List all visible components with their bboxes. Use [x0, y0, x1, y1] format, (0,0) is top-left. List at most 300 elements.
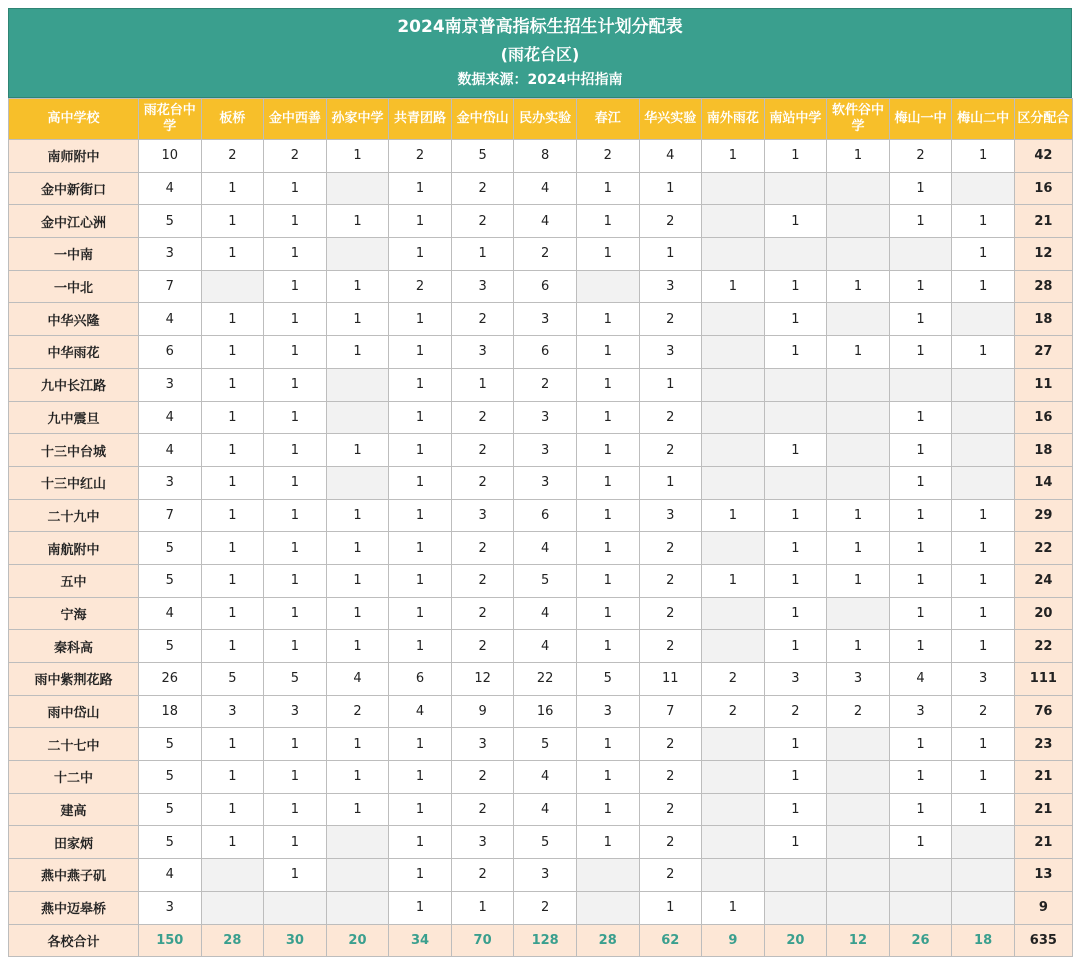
quota-cell: 2 — [639, 761, 702, 794]
header-column: 梅山一中 — [889, 99, 952, 140]
table-row — [9, 761, 1073, 794]
quota-cell: 1 — [264, 434, 327, 467]
quota-cell: 3 — [451, 728, 514, 761]
quota-cell: 1 — [952, 140, 1015, 173]
quota-cell: 7 — [639, 695, 702, 728]
table-row — [9, 401, 1073, 434]
quota-cell: 1 — [639, 891, 702, 924]
school-name: 五中 — [9, 564, 139, 597]
total-cell: 9 — [1014, 891, 1072, 924]
quota-cell: 1 — [889, 499, 952, 532]
quota-cell: 4 — [889, 663, 952, 696]
quota-cell: 1 — [576, 630, 639, 663]
quota-cell: 1 — [201, 368, 264, 401]
quota-cell: 1 — [201, 499, 264, 532]
table-row — [9, 891, 1073, 924]
school-name: 九中长江路 — [9, 368, 139, 401]
header-column: 华兴实验 — [639, 99, 702, 140]
quota-cell: 3 — [139, 466, 202, 499]
quota-cell: 1 — [702, 564, 765, 597]
total-cell: 23 — [1014, 728, 1072, 761]
quota-cell: 1 — [326, 630, 389, 663]
quota-cell: 1 — [764, 761, 827, 794]
quota-cell: 1 — [201, 205, 264, 238]
quota-cell: 1 — [264, 303, 327, 336]
quota-cell: 1 — [264, 270, 327, 303]
quota-cell: 34 — [389, 924, 452, 956]
quota-cell: 6 — [514, 336, 577, 369]
quota-cell: 1 — [952, 597, 1015, 630]
quota-cell: 2 — [264, 140, 327, 173]
quota-cell: 1 — [264, 238, 327, 271]
quota-cell: 1 — [702, 140, 765, 173]
quota-cell: 4 — [139, 401, 202, 434]
quota-cell: 1 — [576, 466, 639, 499]
quota-cell: 1 — [764, 205, 827, 238]
table-row — [9, 140, 1073, 173]
quota-cell: 4 — [514, 630, 577, 663]
table-row — [9, 205, 1073, 238]
quota-cell — [576, 859, 639, 892]
quota-cell: 4 — [514, 597, 577, 630]
quota-cell: 1 — [702, 499, 765, 532]
quota-cell: 3 — [139, 891, 202, 924]
quota-cell: 2 — [326, 695, 389, 728]
quota-cell: 1 — [576, 826, 639, 859]
quota-cell: 1 — [952, 630, 1015, 663]
quota-cell: 1 — [576, 172, 639, 205]
quota-cell — [952, 466, 1015, 499]
quota-cell: 1 — [326, 434, 389, 467]
quota-cell — [952, 859, 1015, 892]
school-name: 南师附中 — [9, 140, 139, 173]
quota-cell: 1 — [576, 761, 639, 794]
quota-cell: 2 — [451, 532, 514, 565]
quota-cell: 1 — [264, 826, 327, 859]
total-cell: 12 — [1014, 238, 1072, 271]
quota-cell: 2 — [451, 205, 514, 238]
quota-cell: 9 — [451, 695, 514, 728]
quota-cell — [702, 532, 765, 565]
quota-cell: 1 — [264, 728, 327, 761]
quota-cell: 70 — [451, 924, 514, 956]
school-name: 一中北 — [9, 270, 139, 303]
quota-cell: 5 — [514, 826, 577, 859]
header-column: 金中岱山 — [451, 99, 514, 140]
quota-cell: 2 — [702, 695, 765, 728]
total-cell: 21 — [1014, 205, 1072, 238]
quota-cell — [952, 401, 1015, 434]
quota-cell: 20 — [764, 924, 827, 956]
table-row — [9, 172, 1073, 205]
quota-cell: 1 — [889, 434, 952, 467]
title-banner — [8, 8, 1072, 98]
quota-cell: 5 — [139, 761, 202, 794]
quota-cell: 1 — [201, 793, 264, 826]
header-column: 春江 — [576, 99, 639, 140]
quota-cell: 1 — [389, 859, 452, 892]
quota-cell — [827, 205, 890, 238]
quota-cell: 2 — [827, 695, 890, 728]
quota-cell: 1 — [952, 336, 1015, 369]
quota-cell — [201, 891, 264, 924]
table-row — [9, 859, 1073, 892]
quota-cell: 5 — [451, 140, 514, 173]
school-name: 雨中紫荆花路 — [9, 663, 139, 696]
quota-cell: 1 — [827, 564, 890, 597]
quota-cell: 1 — [576, 434, 639, 467]
quota-cell — [326, 238, 389, 271]
quota-cell: 1 — [451, 891, 514, 924]
quota-cell — [952, 826, 1015, 859]
quota-cell: 1 — [576, 238, 639, 271]
total-cell: 27 — [1014, 336, 1072, 369]
quota-cell: 3 — [514, 859, 577, 892]
school-name: 金中新街口 — [9, 172, 139, 205]
quota-cell: 1 — [201, 630, 264, 663]
quota-cell: 2 — [639, 728, 702, 761]
quota-cell: 1 — [952, 761, 1015, 794]
quota-cell: 1 — [889, 728, 952, 761]
quota-cell — [827, 859, 890, 892]
quota-cell: 2 — [639, 303, 702, 336]
quota-cell: 4 — [514, 793, 577, 826]
quota-cell — [827, 793, 890, 826]
quota-cell — [326, 891, 389, 924]
quota-cell: 1 — [827, 140, 890, 173]
quota-cell: 1 — [764, 597, 827, 630]
quota-cell: 2 — [639, 434, 702, 467]
quota-cell — [764, 466, 827, 499]
total-cell: 24 — [1014, 564, 1072, 597]
quota-cell: 1 — [264, 793, 327, 826]
header-column: 南站中学 — [764, 99, 827, 140]
quota-cell: 1 — [326, 303, 389, 336]
quota-cell: 5 — [139, 793, 202, 826]
quota-cell: 4 — [389, 695, 452, 728]
quota-cell: 7 — [139, 499, 202, 532]
quota-cell: 5 — [201, 663, 264, 696]
quota-cell: 1 — [264, 368, 327, 401]
total-cell: 16 — [1014, 172, 1072, 205]
quota-cell: 5 — [139, 630, 202, 663]
header-column: 民办实验 — [514, 99, 577, 140]
quota-cell — [952, 172, 1015, 205]
quota-cell — [827, 597, 890, 630]
quota-cell: 4 — [139, 859, 202, 892]
quota-cell: 5 — [139, 826, 202, 859]
quota-cell: 1 — [201, 466, 264, 499]
quota-cell: 1 — [451, 238, 514, 271]
table-row — [9, 303, 1073, 336]
quota-cell: 2 — [639, 205, 702, 238]
quota-cell: 26 — [139, 663, 202, 696]
quota-cell: 1 — [389, 891, 452, 924]
quota-cell: 1 — [326, 336, 389, 369]
quota-cell: 3 — [514, 466, 577, 499]
quota-cell: 1 — [764, 270, 827, 303]
quota-cell: 3 — [952, 663, 1015, 696]
school-name: 秦科高 — [9, 630, 139, 663]
quota-cell: 1 — [264, 597, 327, 630]
quota-cell — [827, 761, 890, 794]
quota-cell — [827, 172, 890, 205]
quota-cell: 1 — [264, 205, 327, 238]
quota-cell: 1 — [389, 368, 452, 401]
quota-cell: 1 — [264, 859, 327, 892]
quota-cell: 6 — [389, 663, 452, 696]
quota-cell: 6 — [514, 270, 577, 303]
total-cell: 42 — [1014, 140, 1072, 173]
quota-cell — [764, 238, 827, 271]
quota-cell — [702, 434, 765, 467]
quota-cell: 3 — [514, 434, 577, 467]
quota-cell: 5 — [514, 728, 577, 761]
table-row — [9, 728, 1073, 761]
total-cell: 635 — [1014, 924, 1072, 956]
school-name: 田家炳 — [9, 826, 139, 859]
quota-cell: 4 — [139, 172, 202, 205]
quota-cell: 1 — [389, 532, 452, 565]
quota-cell: 1 — [576, 303, 639, 336]
total-cell: 111 — [1014, 663, 1072, 696]
quota-cell: 1 — [764, 826, 827, 859]
quota-cell: 1 — [764, 793, 827, 826]
quota-cell: 2 — [451, 466, 514, 499]
quota-cell — [827, 466, 890, 499]
header-school: 高中学校 — [9, 99, 139, 140]
quota-cell: 2 — [702, 663, 765, 696]
quota-cell: 11 — [639, 663, 702, 696]
table-row — [9, 368, 1073, 401]
table-title: 2024南京普高指标生招生计划分配表 — [397, 17, 683, 37]
quota-cell — [827, 728, 890, 761]
quota-cell: 1 — [326, 564, 389, 597]
quota-cell: 2 — [639, 532, 702, 565]
quota-cell — [702, 761, 765, 794]
quota-cell — [326, 466, 389, 499]
quota-cell: 28 — [576, 924, 639, 956]
table-row — [9, 793, 1073, 826]
quota-cell: 3 — [764, 663, 827, 696]
quota-cell: 1 — [889, 564, 952, 597]
quota-cell: 3 — [889, 695, 952, 728]
quota-cell: 4 — [326, 663, 389, 696]
school-name: 中华兴隆 — [9, 303, 139, 336]
quota-cell — [702, 793, 765, 826]
school-name: 九中震旦 — [9, 401, 139, 434]
quota-cell: 1 — [952, 205, 1015, 238]
quota-cell: 2 — [514, 368, 577, 401]
quota-cell: 1 — [326, 793, 389, 826]
quota-cell: 1 — [952, 238, 1015, 271]
quota-cell — [827, 368, 890, 401]
quota-cell: 5 — [139, 532, 202, 565]
summary-row — [9, 924, 1073, 956]
quota-cell: 4 — [139, 597, 202, 630]
quota-cell: 1 — [201, 238, 264, 271]
quota-cell: 1 — [576, 499, 639, 532]
quota-cell: 1 — [389, 499, 452, 532]
quota-cell: 1 — [326, 597, 389, 630]
quota-cell: 1 — [389, 238, 452, 271]
quota-cell — [702, 368, 765, 401]
quota-cell: 1 — [201, 826, 264, 859]
quota-cell — [764, 891, 827, 924]
quota-cell: 4 — [514, 172, 577, 205]
quota-cell: 1 — [389, 564, 452, 597]
quota-cell: 4 — [514, 205, 577, 238]
quota-cell: 1 — [201, 434, 264, 467]
total-cell: 18 — [1014, 434, 1072, 467]
quota-cell: 1 — [764, 564, 827, 597]
quota-cell — [764, 172, 827, 205]
quota-cell: 18 — [139, 695, 202, 728]
quota-cell: 2 — [451, 859, 514, 892]
quota-cell: 1 — [201, 532, 264, 565]
total-cell: 22 — [1014, 630, 1072, 663]
quota-cell — [952, 434, 1015, 467]
quota-cell — [827, 434, 890, 467]
quota-cell: 2 — [389, 270, 452, 303]
quota-cell: 3 — [639, 270, 702, 303]
header-column: 雨花台中学 — [139, 99, 202, 140]
school-name: 十三中台城 — [9, 434, 139, 467]
table-subtitle: (雨花台区) — [500, 45, 580, 64]
quota-cell: 2 — [514, 891, 577, 924]
quota-cell: 1 — [764, 499, 827, 532]
total-cell: 16 — [1014, 401, 1072, 434]
quota-cell: 6 — [139, 336, 202, 369]
quota-cell: 1 — [764, 336, 827, 369]
quota-cell: 2 — [451, 761, 514, 794]
total-cell: 21 — [1014, 826, 1072, 859]
quota-cell — [702, 205, 765, 238]
quota-cell: 3 — [264, 695, 327, 728]
quota-cell: 2 — [451, 597, 514, 630]
school-name: 燕中燕子矶 — [9, 859, 139, 892]
quota-cell: 3 — [451, 336, 514, 369]
table-row — [9, 630, 1073, 663]
table-row — [9, 238, 1073, 271]
quota-cell — [764, 401, 827, 434]
total-cell: 28 — [1014, 270, 1072, 303]
school-name: 燕中迈皋桥 — [9, 891, 139, 924]
school-name: 一中南 — [9, 238, 139, 271]
quota-cell — [827, 826, 890, 859]
quota-cell: 1 — [576, 564, 639, 597]
quota-cell: 1 — [889, 532, 952, 565]
quota-cell — [702, 826, 765, 859]
quota-cell: 3 — [827, 663, 890, 696]
quota-cell — [702, 859, 765, 892]
quota-cell: 1 — [264, 466, 327, 499]
quota-cell — [952, 368, 1015, 401]
total-cell: 21 — [1014, 793, 1072, 826]
quota-cell: 3 — [576, 695, 639, 728]
quota-cell: 1 — [639, 368, 702, 401]
quota-cell: 2 — [389, 140, 452, 173]
quota-cell — [764, 368, 827, 401]
quota-cell: 4 — [514, 761, 577, 794]
quota-cell: 22 — [514, 663, 577, 696]
quota-cell: 1 — [889, 303, 952, 336]
quota-cell: 1 — [764, 728, 827, 761]
quota-cell — [827, 891, 890, 924]
header-row — [9, 99, 1073, 140]
quota-cell: 1 — [952, 728, 1015, 761]
quota-cell: 2 — [639, 793, 702, 826]
quota-cell: 2 — [639, 859, 702, 892]
quota-cell: 1 — [889, 205, 952, 238]
quota-cell: 128 — [514, 924, 577, 956]
quota-cell: 1 — [264, 499, 327, 532]
quota-cell: 1 — [889, 466, 952, 499]
quota-cell: 1 — [389, 826, 452, 859]
school-name: 宁海 — [9, 597, 139, 630]
quota-cell: 1 — [389, 761, 452, 794]
quota-cell: 1 — [326, 205, 389, 238]
quota-cell: 1 — [264, 172, 327, 205]
quota-cell: 1 — [264, 532, 327, 565]
quota-cell: 1 — [952, 270, 1015, 303]
quota-cell: 1 — [201, 172, 264, 205]
table-row — [9, 499, 1073, 532]
quota-cell: 1 — [389, 597, 452, 630]
quota-cell: 1 — [264, 630, 327, 663]
quota-cell: 1 — [389, 401, 452, 434]
quota-cell: 3 — [451, 270, 514, 303]
quota-cell — [827, 401, 890, 434]
quota-cell: 1 — [201, 761, 264, 794]
quota-cell: 1 — [201, 564, 264, 597]
quota-cell: 3 — [139, 368, 202, 401]
quota-cell: 1 — [326, 532, 389, 565]
quota-cell — [702, 172, 765, 205]
quota-cell: 1 — [827, 270, 890, 303]
quota-cell: 2 — [764, 695, 827, 728]
quota-cell: 1 — [201, 728, 264, 761]
quota-cell: 62 — [639, 924, 702, 956]
header-column: 梅山二中 — [952, 99, 1015, 140]
quota-cell: 1 — [389, 303, 452, 336]
quota-cell: 1 — [326, 140, 389, 173]
quota-cell: 1 — [827, 532, 890, 565]
quota-cell: 1 — [389, 205, 452, 238]
quota-cell — [201, 859, 264, 892]
quota-cell: 1 — [576, 597, 639, 630]
quota-cell: 150 — [139, 924, 202, 956]
table-row — [9, 466, 1073, 499]
quota-cell — [702, 466, 765, 499]
quota-cell: 2 — [639, 630, 702, 663]
quota-cell: 3 — [139, 238, 202, 271]
quota-cell: 3 — [639, 499, 702, 532]
quota-cell — [952, 303, 1015, 336]
quota-cell: 2 — [514, 238, 577, 271]
total-cell: 29 — [1014, 499, 1072, 532]
quota-cell: 2 — [639, 826, 702, 859]
quota-cell: 2 — [451, 172, 514, 205]
quota-cell — [702, 597, 765, 630]
quota-cell: 1 — [702, 891, 765, 924]
quota-cell: 1 — [952, 499, 1015, 532]
table-row — [9, 336, 1073, 369]
school-name: 二十九中 — [9, 499, 139, 532]
quota-cell: 1 — [201, 303, 264, 336]
quota-cell: 1 — [952, 793, 1015, 826]
quota-cell: 1 — [264, 564, 327, 597]
